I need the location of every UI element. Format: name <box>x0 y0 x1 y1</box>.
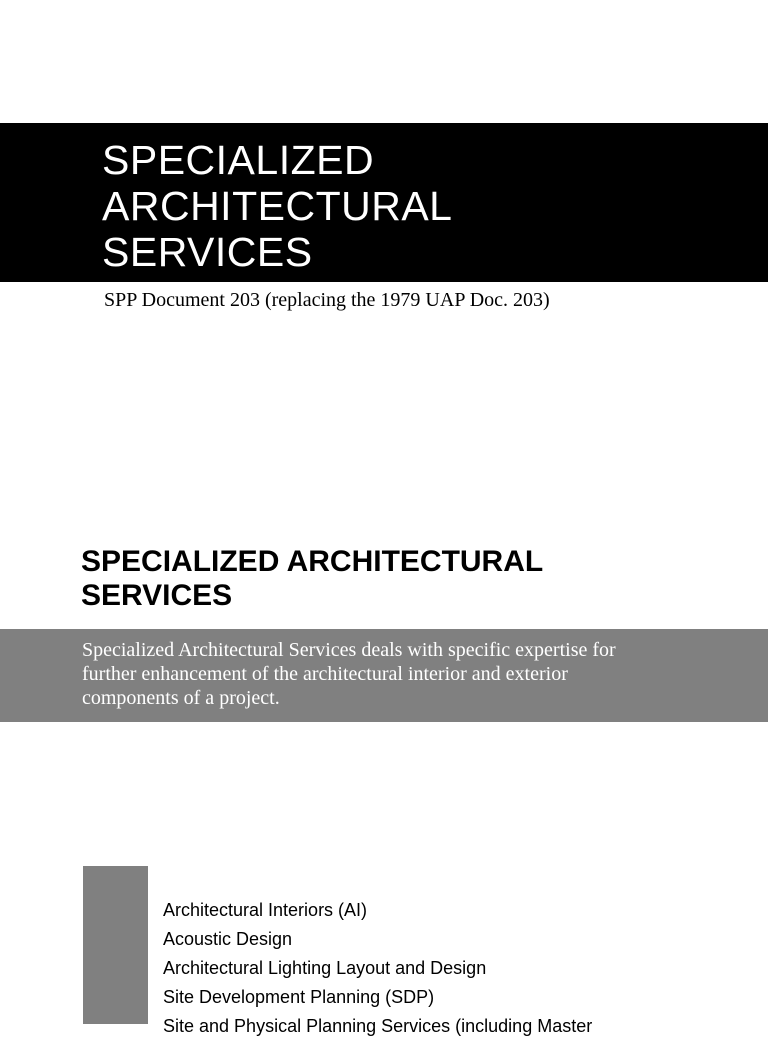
services-list <box>163 896 592 1041</box>
title-line-3: SERVICES <box>102 229 313 275</box>
list-item: Site and Physical Planning Services (including Master <box>163 1016 593 1036</box>
description-line-1: Specialized Architectural Services deals with specific expertise for <box>82 639 616 661</box>
list-side-bar <box>83 866 148 1024</box>
section-heading-line-1: SPECIALIZED ARCHITECTURAL <box>81 545 544 578</box>
section-description <box>82 638 742 710</box>
document-subtitle: SPP Document 203 (replacing the 1979 UAP Doc. 203) <box>104 289 550 311</box>
list-item: Site Development Planning (SDP) <box>163 987 435 1007</box>
section-heading <box>81 545 721 613</box>
section-heading-line-2: SERVICES <box>81 579 233 612</box>
title-line-1: SPECIALIZED <box>102 137 375 183</box>
description-line-2: further enhancement of the architectural interior and exterior <box>82 663 568 685</box>
document-title <box>102 137 702 275</box>
list-item: Architectural Interiors (AI) <box>163 900 368 920</box>
description-line-3: components of a project. <box>82 687 280 709</box>
title-line-2: ARCHITECTURAL <box>102 183 453 229</box>
list-item: Architectural Lighting Layout and Design <box>163 958 487 978</box>
list-item: Acoustic Design <box>163 929 293 949</box>
